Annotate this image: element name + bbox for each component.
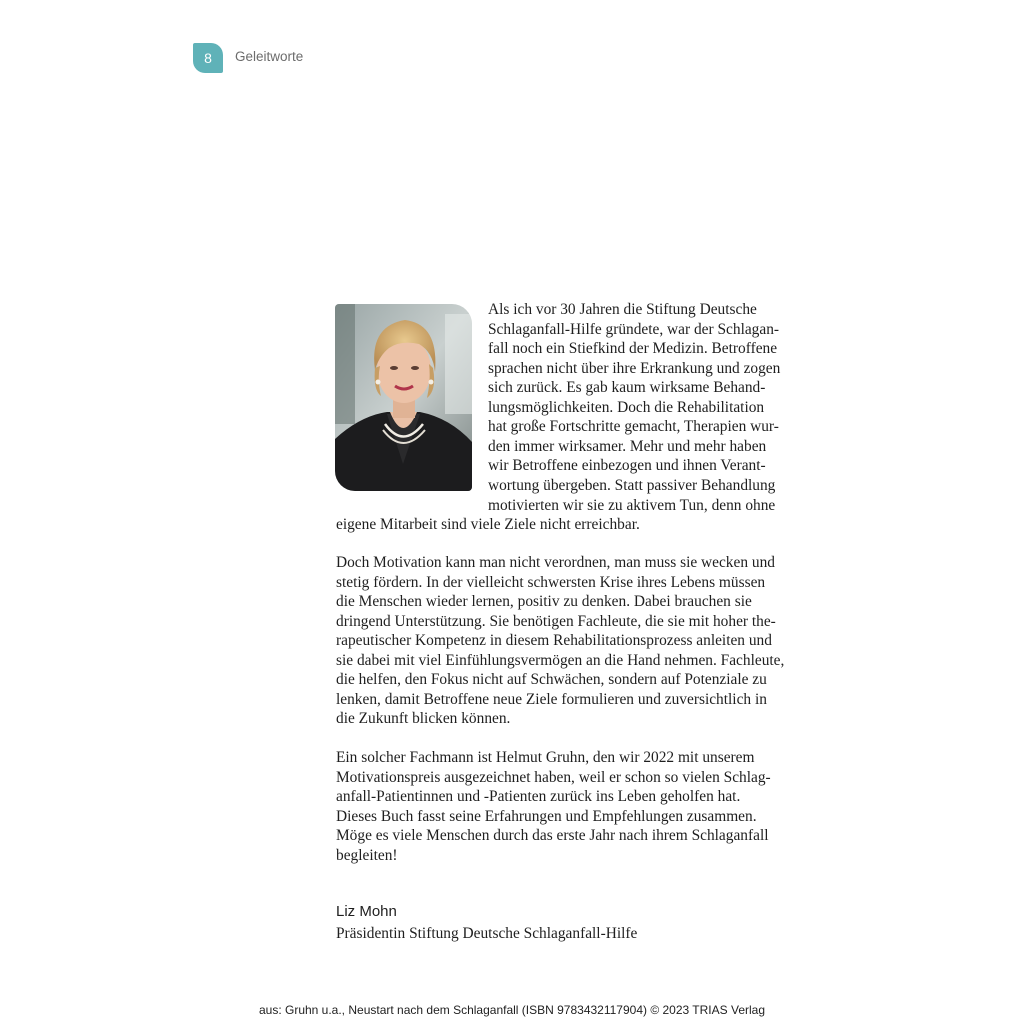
footer-citation: aus: Gruhn u.a., Neustart nach dem Schlaganfall (ISBN 9783432117904) © 2023 TRIAS Verlag	[258, 1003, 766, 1017]
text-line: begleiten!	[336, 846, 398, 864]
author-portrait	[335, 304, 472, 491]
text-line: motivierten wir sie zu aktivem Tun, denn ohne	[488, 496, 776, 514]
page-number-badge: 8	[193, 43, 223, 73]
text-line: Schlaganfall-Hilfe gründete, war der Schlagan-	[488, 320, 780, 338]
section-title: Geleitworte	[235, 49, 304, 64]
text-line: sprachen nicht über ihre Erkrankung und zogen	[488, 359, 781, 377]
text-line: die Menschen wieder lernen, positiv zu denken. Dabei brauchen sie	[336, 593, 752, 611]
text-line: eigene Mitarbeit sind viele Ziele nicht erreichbar.	[336, 516, 640, 534]
text-line: anfall-Patientinnen und -Patienten zurück ins Leben geholfen hat.	[336, 788, 741, 806]
text-line: Motivationspreis ausgezeichnet haben, weil er schon so vielen Schlag-	[336, 768, 771, 786]
text-line: Doch Motivation kann man nicht verordnen, man muss sie wecken und	[336, 554, 775, 571]
text-line: Dieses Buch fasst seine Erfahrungen und Empfehlungen zusammen.	[336, 807, 757, 825]
text-line: die Zukunft blicken können.	[336, 710, 511, 728]
text-line: rapeutischer Kompetenz in diesem Rehabilitationsprozess anleiten und	[336, 632, 772, 650]
text-line: Ein solcher Fachmann ist Helmut Gruhn, den wir 2022 mit unserem	[336, 749, 755, 766]
text-line: fall noch ein Stiefkind der Medizin. Betroffene	[488, 340, 778, 358]
text-line: dringend Unterstützung. Sie benötigen Fachleute, die sie mit hoher the-	[336, 612, 776, 630]
text-line: wir Betroffene einbezogen und ihnen Verant-	[488, 457, 766, 475]
text-line: hat große Fortschritte gemacht, Therapien wur-	[488, 418, 779, 436]
text-line: den immer wirksamer. Mehr und mehr haben	[488, 437, 767, 455]
text-line: die helfen, den Fokus nicht auf Schwächen, sondern auf Potenziale zu	[336, 671, 767, 689]
text-line: stetig fördern. In der vielleicht schwersten Krise ihres Lebens müssen	[336, 573, 766, 591]
text-line: wortung übergeben. Statt passiver Behandlung	[488, 476, 776, 494]
text-line: sich zurück. Es gab kaum wirksame Behand-	[488, 379, 766, 397]
text-line: sie dabei mit viel Einfühlungsvermögen an die Hand nehmen. Fachleute,	[336, 651, 785, 669]
text-line: Möge es viele Menschen durch das erste Jahr nach ihrem Schlaganfall	[336, 827, 769, 845]
signature-role: Präsidentin Stiftung Deutsche Schlaganfall-Hilfe	[336, 925, 638, 942]
text-line: lenken, damit Betroffene neue Ziele formulieren und zuversichtlich in	[336, 690, 767, 708]
signature-name: Liz Mohn	[336, 903, 397, 920]
text-line: Als ich vor 30 Jahren die Stiftung Deutsche	[488, 301, 757, 318]
text-line: lungsmöglichkeiten. Doch die Rehabilitation	[488, 398, 765, 416]
